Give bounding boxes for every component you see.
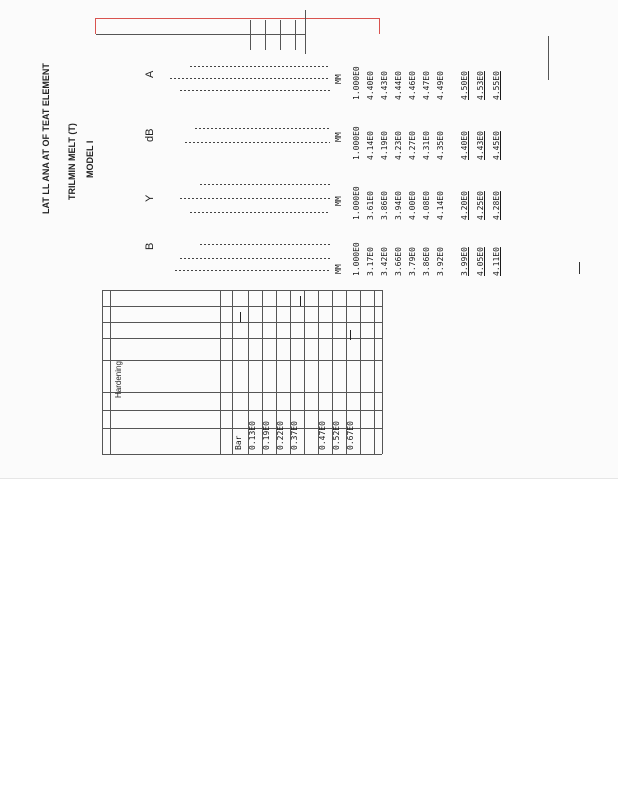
unit-label: MM — [334, 196, 343, 206]
value-cell: 4.49E0 — [436, 71, 445, 100]
column-header-2: dB — [144, 128, 156, 142]
side-table-line — [360, 290, 361, 454]
leader-row — [200, 184, 330, 185]
value-cell: 3.61E0 — [366, 191, 375, 220]
side-table-border-right — [382, 290, 383, 454]
value-cell: 3.79E0 — [408, 247, 417, 276]
side-table-line — [102, 322, 382, 323]
value-cell: 3.94E0 — [394, 191, 403, 220]
value-cell: 4.23E0 — [394, 131, 403, 160]
leader-row — [190, 212, 330, 213]
leader-row — [175, 270, 330, 271]
top-strip-vline-3 — [280, 20, 281, 50]
value-cell: 1.000E0 — [352, 66, 361, 100]
value-cell: 3.92E0 — [436, 247, 445, 276]
value-cell: 4.20E0 — [460, 191, 469, 220]
value-cell: 3.42E0 — [380, 247, 389, 276]
leader-row — [190, 66, 330, 67]
side-table-row: Bar — [234, 435, 243, 450]
value-cell: 3.99E0 — [460, 247, 469, 276]
value-cell: 4.28E0 — [492, 191, 501, 220]
title-line-3: MODEL I — [85, 140, 95, 178]
top-strip-vline-1 — [250, 20, 251, 50]
side-table-line — [220, 290, 221, 454]
top-strip-line — [96, 34, 306, 35]
value-cell: 4.53E0 — [476, 71, 485, 100]
value-cell: 3.86E0 — [380, 191, 389, 220]
leader-row — [180, 90, 330, 91]
title-line-2: TRILMIN MELT (T) — [67, 123, 77, 200]
leader-row — [195, 128, 330, 129]
side-table-row: 0.13E0 — [248, 421, 257, 450]
value-cell: 1.000E0 — [352, 126, 361, 160]
side-table-header: Hardening — [114, 361, 123, 398]
leader-row — [170, 78, 330, 79]
side-table-row: 0.19E0 — [262, 421, 271, 450]
side-table-border-bottom — [102, 454, 382, 455]
value-cell: 4.31E0 — [422, 131, 431, 160]
value-cell: 4.00E0 — [408, 191, 417, 220]
value-cell: 4.25E0 — [476, 191, 485, 220]
leader-row — [200, 244, 330, 245]
side-table-line — [232, 290, 233, 454]
value-cell: 3.66E0 — [394, 247, 403, 276]
value-cell: 4.05E0 — [476, 247, 485, 276]
side-table-row: 0.52E0 — [332, 421, 341, 450]
side-table-line — [374, 290, 375, 454]
value-cell: 4.27E0 — [408, 131, 417, 160]
side-table-row: 0.22E0 — [276, 421, 285, 450]
side-table-row: 0.47E0 — [318, 421, 327, 450]
title-line-1: LAT LL ANA AT OF TEAT ELEMENT — [41, 63, 51, 214]
value-cell: 4.40E0 — [460, 131, 469, 160]
side-table-row: 0.37E0 — [290, 421, 299, 450]
value-cell: 4.14E0 — [436, 191, 445, 220]
check-mark — [350, 330, 351, 340]
value-cell: 1.000E0 — [352, 186, 361, 220]
value-cell: 4.40E0 — [366, 71, 375, 100]
value-cell: 4.50E0 — [460, 71, 469, 100]
side-table-line — [102, 410, 382, 411]
value-cell: 4.43E0 — [476, 131, 485, 160]
top-strip-vline-2 — [265, 20, 266, 50]
side-table-line — [304, 290, 305, 454]
check-mark — [300, 296, 301, 306]
red-border-right — [379, 18, 380, 34]
column-header-3: Y — [144, 194, 156, 202]
check-mark — [240, 312, 241, 322]
top-strip-vline-4 — [295, 20, 296, 50]
leader-row — [180, 258, 330, 259]
side-table-line — [102, 360, 382, 361]
value-cell: 4.47E0 — [422, 71, 431, 100]
leader-row — [185, 142, 330, 143]
leader-row — [180, 198, 330, 199]
value-cell: 3.17E0 — [366, 247, 375, 276]
red-border-left — [95, 18, 96, 34]
right-tick — [579, 262, 580, 274]
side-table-border-left — [102, 290, 103, 454]
side-table-line — [110, 290, 111, 454]
value-cell: 1.000E0 — [352, 242, 361, 276]
value-cell: 4.11E0 — [492, 247, 501, 276]
value-cell: 3.86E0 — [422, 247, 431, 276]
value-cell: 4.35E0 — [436, 131, 445, 160]
value-cell: 4.19E0 — [380, 131, 389, 160]
side-table-row: 0.67E0 — [346, 421, 355, 450]
side-table-line — [102, 392, 382, 393]
side-table-line — [102, 338, 382, 339]
side-table-line — [102, 306, 382, 307]
value-cell: 4.45E0 — [492, 131, 501, 160]
top-strip-vline-5 — [305, 10, 306, 54]
unit-label: MM — [334, 264, 343, 274]
value-cell: 4.46E0 — [408, 71, 417, 100]
red-border-top — [95, 18, 380, 19]
unit-label: MM — [334, 132, 343, 142]
unit-label: MM — [334, 74, 343, 84]
value-cell: 4.08E0 — [422, 191, 431, 220]
value-cell: 4.14E0 — [366, 131, 375, 160]
value-cell: 4.44E0 — [394, 71, 403, 100]
value-cell: 4.55E0 — [492, 71, 501, 100]
column-header-4: B — [144, 242, 156, 250]
side-table-border-top — [102, 290, 382, 291]
column-header-1: A — [144, 70, 156, 78]
right-strip-line — [548, 36, 549, 80]
value-cell: 4.43E0 — [380, 71, 389, 100]
